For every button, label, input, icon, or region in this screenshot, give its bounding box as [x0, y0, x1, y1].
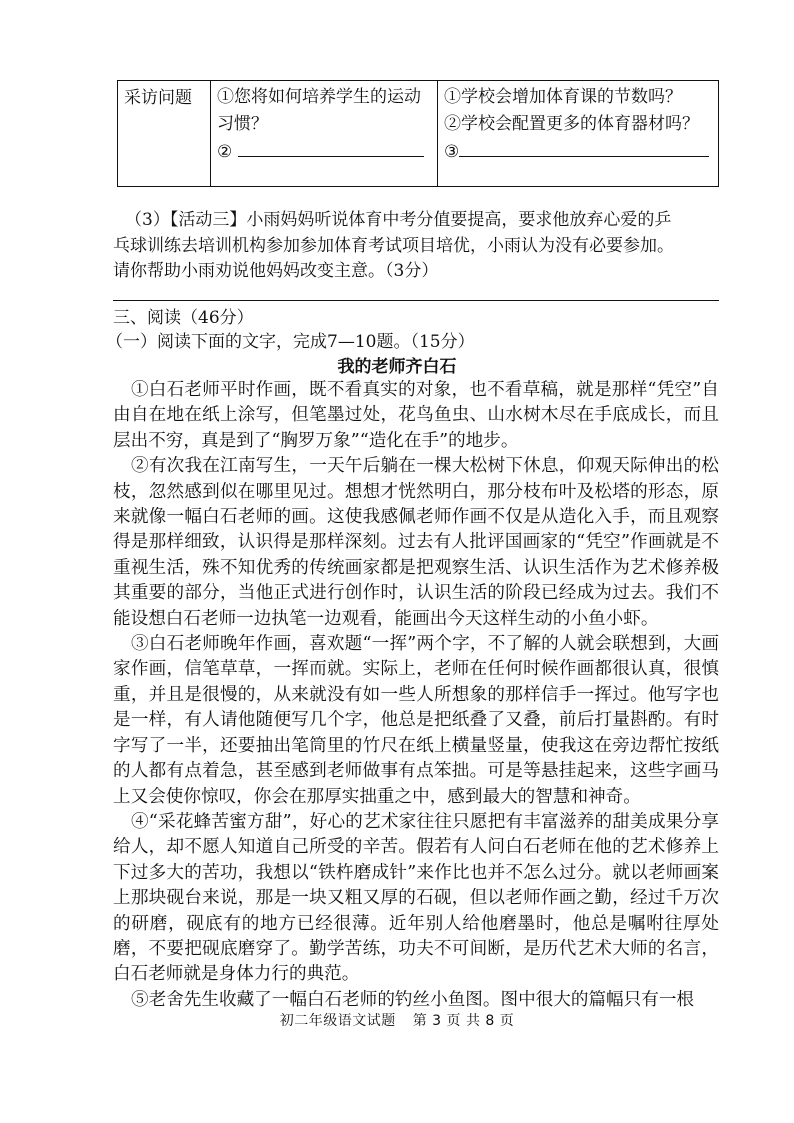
article-paragraph: ⑤老舍先生收藏了一幅白石老师的钓丝小鱼图。图中很大的篇幅只有一根	[131, 989, 695, 1010]
question-item: ①您将如何培养学生的运动习惯？	[217, 87, 421, 134]
answer-blank[interactable]	[459, 138, 709, 157]
row-label: 采访问题	[118, 81, 211, 187]
question-item: ①学校会增加体育课的节数吗？	[444, 87, 682, 107]
question-line: （3）【活动三】小雨妈妈听说体育中考分值要提高，要求他放弃心爱的乒	[125, 210, 672, 230]
question-line: 乓球训练去培训机构参加参加体育考试项目培优，小雨认为没有必要参加。	[113, 235, 674, 256]
article-title: 我的老师齐白石	[337, 357, 457, 377]
student-questions-cell	[438, 81, 719, 187]
article-paragraph: ①白石老师平时作画，既不看真实的对象，也不看草稿，就是那样“凭空”自由自在地在纸上涂写，但笔墨过处，花鸟鱼虫、山水树木尽在手底成长，而且层出不穷，真是到了“胸罗万象”“造化在手”的地步。	[113, 380, 719, 451]
question-item: ②学校会配置更多的体育器材吗？	[444, 114, 699, 134]
subsection-heading: （一）阅读下面的文字，完成7—10题。（15分）	[106, 332, 475, 352]
blank-question-item: ③	[444, 138, 712, 166]
article-body	[113, 378, 719, 1013]
article-paragraph: ②有次我在江南写生，一天午后躺在一棵大松树下休息，仰观天际伸出的松枝，忽然感到似在哪里见过。想想才恍然明白，那分枝布叶及松塔的形态，原来就像一幅白石老师的画。这使我感佩老师作画不仅是从造化入手，而且观察得是那样细致，认识得是那样深刻。过去有人批评国画家的“凭空”作画就是不重视生活，殊不知优秀的传统画家都是把观察生活、认识生活作为艺术修养极其重要的部分，当他正式进行创作时，认识生活的阶段已经成为过去。我们不能设想白石老师一边执笔一边观看，能画出今天这样生动的小鱼小虾。	[113, 456, 719, 629]
page-footer	[0, 1010, 794, 1030]
question-line: 请你帮助小雨劝说他妈妈改变主意。（3分）	[113, 261, 439, 281]
exam-name: 初二年级语文试题	[279, 1013, 396, 1029]
article-paragraph: ③白石老师晚年作画，喜欢题“一挥”两个字，不了解的人就会联想到，大画家作画，信笔草草，一挥而就。实际上，老师在任何时候作画都很认真，很慎重，并且是很慢的，从来就没有如一些人所想象的那样信手一挥过。他写字也是一样，有人请他随便写几个字，他总是把纸叠了又叠，前后打量斟酌。有时字写了一半，还要抽出笔筒里的竹尺在纸上横量竖量，使我这在旁边帮忙按纸的人都有点着急，甚至感到老师做事有点笨拙。可是等悬挂起来，这些字画马上又会使你惊叹，你会在那厚实拙重之中，感到最大的智慧和神奇。	[113, 634, 719, 807]
table-row	[118, 81, 719, 187]
page-number: 第 3 页 共 8 页	[412, 1013, 515, 1029]
answer-blank[interactable]	[238, 138, 424, 157]
activity-three-question	[113, 208, 719, 285]
answer-line[interactable]	[113, 300, 719, 301]
interview-table	[117, 80, 719, 187]
principal-questions-cell	[211, 81, 438, 187]
article-paragraph: ④“采花蜂苦蜜方甜”，好心的艺术家往往只愿把有丰富滋养的甜美成果分享给人，却不愿人知道自己所受的辛苦。假若有人问白石老师在他的艺术修养上下过多大的苦功，我想以“铁杵磨成针”来作比也并不怎么过分。就以老师画案上那块砚台来说，那是一块又粗又厚的石砚，但以老师作画之勤，经过千万次的研磨，砚底有的地方已经很薄。近年别人给他磨墨时，他总是嘱咐往厚处磨，不要把砚底磨穿了。勤学苦练，功夫不可间断，是历代艺术大师的名言，白石老师就是身体力行的典范。	[113, 811, 719, 985]
section-heading: 三、阅读（46分）	[113, 308, 254, 328]
blank-question-item: ②	[217, 138, 431, 166]
